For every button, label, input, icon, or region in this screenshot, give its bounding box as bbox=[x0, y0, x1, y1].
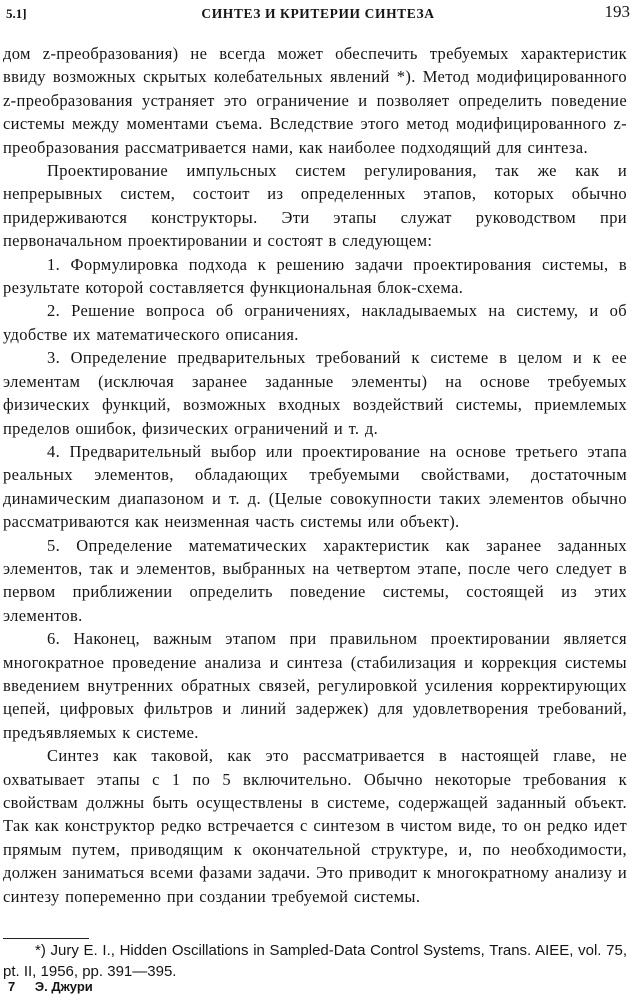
signature-author: Э. Джури bbox=[34, 979, 93, 994]
page-footer bbox=[8, 979, 93, 994]
paragraph: Синтез как таковой, как это рассматривается в настоящей главе, не охватывает этапы с 1 по 5 включительно. Обычно некоторые требования к свойствам должны быть осуществлены в системе, содержащей заданный объект. Так как конструктор редко встречается с синтезом в чистом виде, то он редко идет прямым путем, приводящим к окончательной структуре, и, по необходимости, должен заниматься всеми фазами задачи. Это приводит к многократному анализу и синтезу попеременно при создании требуемой системы. bbox=[3, 746, 627, 906]
list-item: 2. Решение вопроса об ограничениях, накладываемых на систему, и об удобстве их математического описания. bbox=[3, 301, 627, 344]
paragraph: Проектирование импульсных систем регулирования, так же как и непрерывных систем, состоит из определенных этапов, которых обычно придерживаются конструкторы. Эти этапы служат руководством при первоначальном проектировании и состоят в следующем: bbox=[3, 161, 627, 251]
list-item: 5. Определение математических характеристик как заранее заданных элементов, так и элементов, выбранных на четвертом этапе, после чего следует в первом приближении определить поведение системы, состоящей из этих элементов. bbox=[3, 535, 627, 625]
footnote-divider bbox=[3, 938, 89, 939]
signature-number: 7 bbox=[8, 979, 16, 994]
paragraph: дом z-преобразования) не всегда может обеспечить требуемых характеристик ввиду возможных скрытых колебательных явлений *). Метод модифицированного z-преобразования устраняет это ограничение и позволяет определить поведение системы между моментами съема. Вследствие этого метод модифицированного z-преобразования рассматривается нами, как наиболее подходящий для синтеза. bbox=[3, 44, 627, 157]
list-item: 4. Предварительный выбор или проектирование на основе третьего этапа реальных элементов, обладающих требуемыми свойствами, достаточным динамическим диапазоном и т. д. (Целые совокупности таких элементов обычно рассматриваются как неизменная часть системы или объект). bbox=[3, 441, 627, 532]
footnote: *) Jury E. I., Hidden Oscillations in Sampled-Data Control Systems, Trans. AIEE, vol. 75, pt. II, 1956, pp. 391—395. bbox=[3, 942, 627, 980]
list-item: 6. Наконец, важным этапом при правильном проектировании является многократное проведение анализа и синтеза (стабилизация и коррекция системы введением внутренних обратных связей, регулировкой усиления корректирующих цепей, цифровых фильтров и линий задержек) для удовлетворения требований, предъявляемых к системе. bbox=[3, 629, 627, 742]
section-number: 5.1] bbox=[6, 6, 27, 21]
main-text bbox=[3, 42, 627, 908]
list-item: 1. Формулировка подхода к решению задачи проектирования системы, в результате которой составляется функциональная блок-схема. bbox=[3, 254, 627, 298]
running-title: СИНТЕЗ И КРИТЕРИИ СИНТЕЗА bbox=[201, 6, 435, 21]
list-item: 3. Определение предварительных требований к системе в целом и к ее элементам (исключая заранее заданные элементы) на основе требуемых физических функций, возможных входных воздействий системы, приемлемых пределов ошибок, физических ограничений и т. д. bbox=[3, 348, 627, 438]
page-number: 193 bbox=[604, 2, 630, 21]
page-header bbox=[6, 2, 630, 24]
